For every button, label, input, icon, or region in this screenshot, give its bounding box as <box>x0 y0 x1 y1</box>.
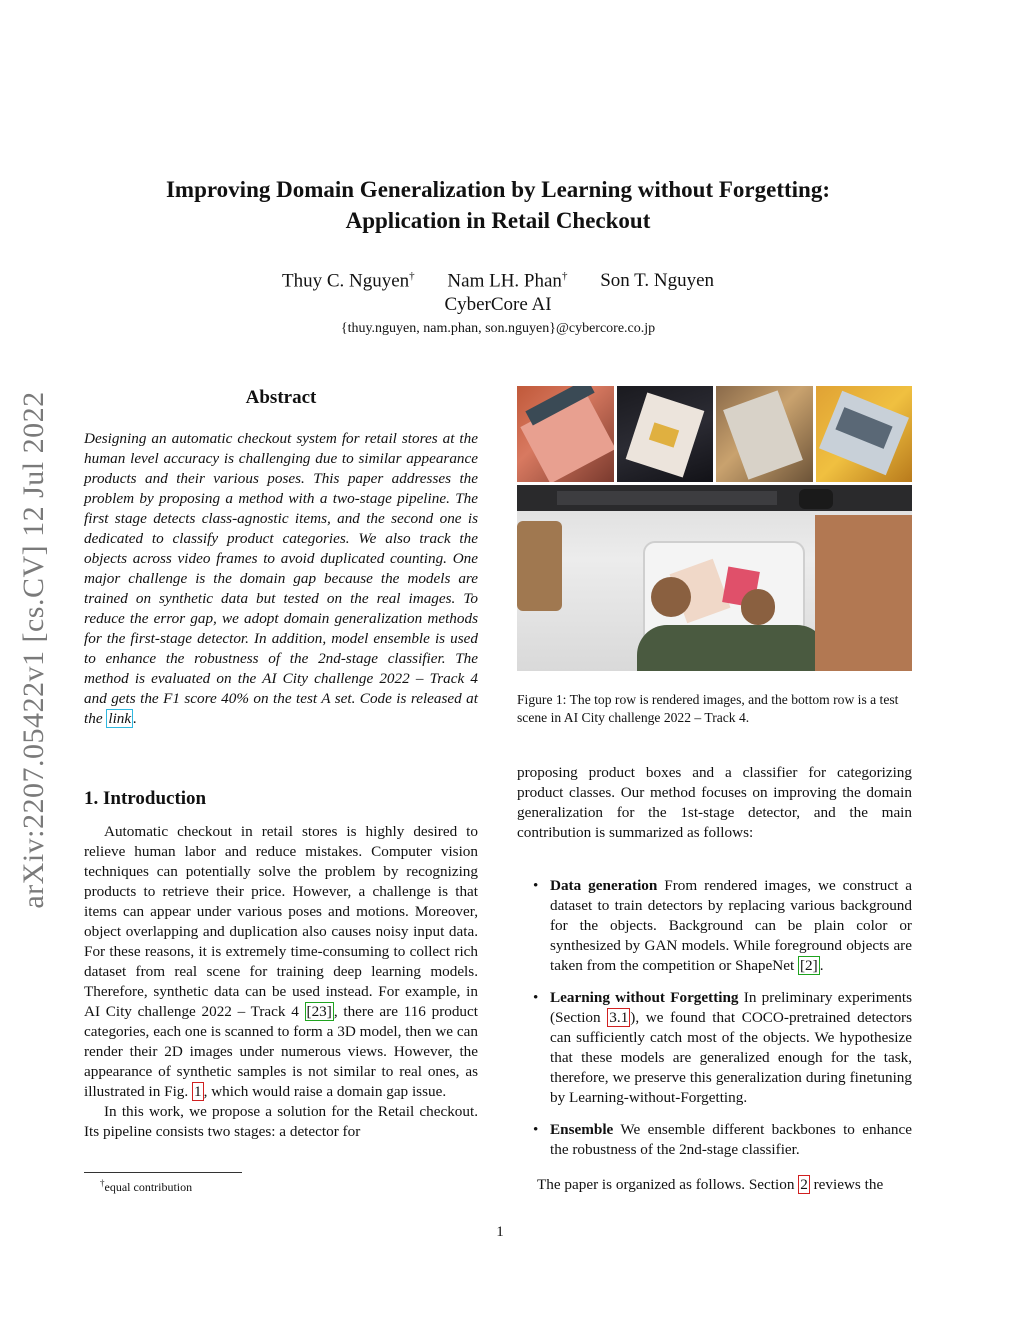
citation-2[interactable]: [2] <box>800 957 818 974</box>
abstract-heading: Abstract <box>245 387 317 408</box>
paper-title <box>60 174 936 236</box>
list-item: • Ensemble We ensemble different backbones to enhance the robustness of the 2nd-stage classifier. <box>533 1121 912 1158</box>
code-link[interactable]: link <box>108 710 132 727</box>
right-column-paragraph: proposing product boxes and a classifier for categorizing product classes. Our method focuses on improving the domain generalization for the 1st-stage detector, and the main contribution is summarized as follows: <box>517 764 912 841</box>
author-1: Thuy C. Nguyen† <box>281 270 415 292</box>
section-ref-3-1[interactable]: 3.1 <box>609 1009 629 1026</box>
citation-23[interactable]: [23] <box>306 1003 332 1020</box>
rendered-image-2 <box>617 386 714 482</box>
page-number: 1 <box>496 1224 504 1240</box>
author-3: Son T. Nguyen <box>600 270 715 292</box>
rendered-images-row <box>517 386 912 482</box>
arxiv-sidebar <box>12 360 56 940</box>
organization-sentence: The paper is organized as follows. Section 2 reviews the <box>537 1176 884 1193</box>
figure-ref-1[interactable]: 1 <box>194 1083 202 1100</box>
figure-1 <box>517 386 912 671</box>
affiliation: CyberCore AI <box>444 294 552 315</box>
intro-paragraph-1: Automatic checkout in retail stores is highly desired to relieve human labor and reduce mistakes. Computer vision techniques can potentially solve the problem by recognizing products to retrieve their price. However, a challenge is that items can appear under various poses and motions. Moreover, object overlapping and duplication also causes noisy input data. For these reasons, it is extremely time-consuming to collect rich dataset from real scene for training deep learning models. Therefore, synthetic data can be used instead. For example, in AI City challenge 2022 – Track 4 [23] , there are 116 product categories, each one is scanned to form a 3D model, then we can render their 2D images under numerous views. However, the appearance of synthetic samples is not similar to real ones, as illustrated in Fig. 1 , which would raise a domain gap issue. <box>84 823 478 1100</box>
title-line-2: Application in Retail Checkout <box>345 208 651 233</box>
list-item: • Data generation From rendered images, we construct a dataset to train detectors by replacing various background for the objects. Background can be plain color or synthesized by GAN models. While foreground objects are taken from the competition or ShapeNet [2] . <box>533 877 913 974</box>
arxiv-id: arXiv:2207.05422v1 [cs.CV] 12 Jul 2022 <box>17 391 50 909</box>
footnote-rule <box>84 1172 242 1173</box>
list-item: • Learning without Forgetting In preliminary experiments (Section 3.1 ), we found that COCO-pretrained detectors can sufficiently catch most of the objects. We hypothesize that these models are generalized enough for the task, therefore, we preserve this generalization during finetuning by Learning-without-Forgetting. <box>533 989 913 1106</box>
rendered-image-3 <box>716 386 813 482</box>
author-email: {thuy.nguyen, nam.phan, son.nguyen}@cybercore.co.jp <box>340 321 656 336</box>
test-scene-image <box>517 485 912 671</box>
footnote: †equal contribution <box>100 1178 193 1194</box>
section-ref-2[interactable]: 2 <box>800 1176 808 1193</box>
section-heading-introduction: 1. Introduction <box>84 788 207 809</box>
rendered-image-4 <box>816 386 913 482</box>
contribution-list <box>533 876 912 1172</box>
title-line-1: Improving Domain Generalization by Learning without Forgetting: <box>165 177 830 202</box>
intro-paragraph-2: In this work, we propose a solution for the Retail checkout. Its pipeline consists two stages: a detector for <box>84 1103 478 1140</box>
author-list <box>60 270 936 292</box>
author-2: Nam LH. Phan† <box>447 270 568 292</box>
introduction-body <box>84 822 478 1142</box>
rendered-image-1 <box>517 386 614 482</box>
abstract-body: Designing an automatic checkout system for retail stores at the human level accuracy is challenging due to similar appearance products and their various poses. This paper addresses the problem by proposing a method with a two-stage pipeline. The first stage detects class-agnostic items, and the second one is dedicated to classify product categories. We also track the objects across video frames to avoid duplicated counting. One major challenge is the domain gap because the models are trained on synthetic data but tested on the real images. To reduce the error gap, we adopt domain generalization methods for the first-stage detector. In addition, model ensemble is used to enhance the robustness of the 2nd-stage classifier. The method is evaluated on the AI City challenge 2022 – Track 4 and gets the F1 score 40% on the test A set. Code is released at the link . <box>84 430 478 727</box>
figure-1-caption: Figure 1: The top row is rendered images, and the bottom row is a test scene in AI City challenge 2022 – Track 4. <box>517 692 899 725</box>
